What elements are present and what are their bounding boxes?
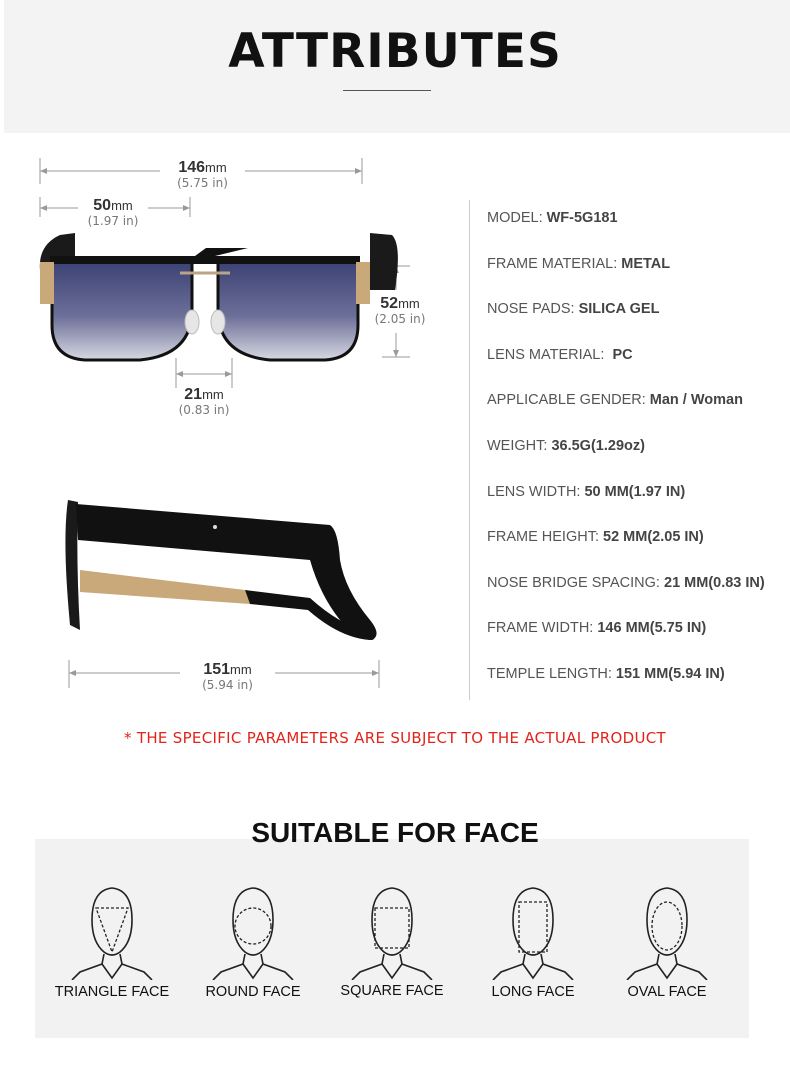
- spec-value: 146 MM(5.75 IN): [597, 620, 707, 637]
- spec-value: 36.5G(1.29oz): [551, 437, 645, 454]
- round-face-icon: [203, 880, 303, 980]
- face-card-long: [463, 880, 603, 1010]
- page-title: ATTRIBUTES: [228, 24, 562, 79]
- face-section-title: SUITABLE FOR FACE: [251, 817, 539, 848]
- spec-label: MODEL:: [487, 210, 547, 226]
- spec-row-lens-width: [487, 484, 787, 530]
- spec-value: PC: [612, 346, 633, 363]
- spec-label: APPLICABLE GENDER:: [487, 392, 650, 409]
- temple-value: 151: [203, 661, 231, 678]
- face-card-round: [183, 880, 323, 1010]
- width-inches: (5.75 in): [177, 175, 228, 190]
- spec-value: 151 MM(5.94 IN): [615, 665, 725, 682]
- spec-row-weight: [487, 438, 787, 484]
- spec-value: 21 MM(0.83 IN): [664, 574, 765, 591]
- triangle-face-icon: [62, 880, 162, 980]
- width-dimension-label: [160, 160, 245, 189]
- face-label-long: LONG FACE: [491, 984, 575, 1000]
- spec-row-frame-height: [487, 529, 787, 575]
- height-dimension-label: [365, 296, 435, 325]
- width-value: 146: [178, 159, 206, 176]
- temple-inches: (5.94 in): [202, 677, 253, 692]
- temple-unit: mm: [230, 662, 252, 677]
- spec-value: SILICA GEL: [578, 301, 660, 318]
- face-label-triangle: TRIANGLE FACE: [54, 984, 170, 1000]
- spec-row-nose-pads: [487, 301, 787, 347]
- spec-label: NOSE PADS:: [487, 301, 579, 318]
- face-label-round: ROUND FACE: [205, 984, 301, 1000]
- spec-label: FRAME HEIGHT:: [487, 529, 604, 546]
- spec-label: FRAME WIDTH:: [487, 620, 598, 637]
- bridge-unit: mm: [202, 387, 224, 402]
- temple-dimension-label: [180, 662, 275, 691]
- long-face-icon: [483, 880, 583, 980]
- face-card-oval: [597, 880, 737, 1010]
- width-unit: mm: [205, 160, 227, 175]
- spec-label: FRAME MATERIAL:: [487, 255, 622, 272]
- spec-label: WEIGHT:: [487, 437, 552, 454]
- lens-value: 50: [93, 197, 112, 214]
- spec-list: [487, 210, 787, 712]
- spec-row-frame-width: [487, 620, 787, 666]
- spec-value: 52 MM(2.05 IN): [603, 529, 704, 546]
- spec-value: METAL: [621, 255, 671, 272]
- spec-label: NOSE BRIDGE SPACING:: [487, 574, 664, 591]
- bridge-dimension-label: [169, 387, 239, 416]
- spec-row-nose-bridge: [487, 575, 787, 621]
- height-inches: (2.05 in): [374, 311, 426, 326]
- height-unit: mm: [398, 296, 420, 311]
- spec-label: TEMPLE LENGTH:: [487, 665, 616, 682]
- lens-dimension-label: [78, 198, 148, 227]
- lens-unit: mm: [111, 198, 133, 213]
- spec-value: Man / Woman: [649, 392, 743, 409]
- sunglasses-front-image: [30, 150, 450, 430]
- spec-row-model: [487, 210, 787, 256]
- bridge-value: 21: [184, 386, 203, 403]
- spec-row-gender: [487, 392, 787, 438]
- spec-label: LENS MATERIAL:: [487, 346, 613, 363]
- spec-row-frame-material: [487, 256, 787, 302]
- spec-value: 50 MM(1.97 IN): [584, 483, 686, 500]
- spec-row-temple-length: [487, 666, 787, 712]
- face-card-triangle: [42, 880, 182, 1010]
- oval-face-icon: [617, 880, 717, 980]
- disclaimer-text: * THE SPECIFIC PARAMETERS ARE SUBJECT TO THE ACTUAL PRODUCT: [124, 729, 666, 747]
- spec-divider: [469, 200, 470, 700]
- face-label-square: SQUARE FACE: [340, 983, 444, 999]
- height-value: 52: [380, 295, 399, 312]
- spec-value: WF-5G181: [546, 210, 618, 226]
- spec-row-lens-material: [487, 347, 787, 393]
- face-label-oval: OVAL FACE: [627, 984, 707, 1000]
- face-card-square: [322, 880, 462, 1010]
- lens-inches: (1.97 in): [87, 213, 139, 228]
- spec-label: LENS WIDTH:: [487, 483, 585, 500]
- square-face-icon: [342, 880, 442, 980]
- bridge-inches: (0.83 in): [178, 402, 230, 417]
